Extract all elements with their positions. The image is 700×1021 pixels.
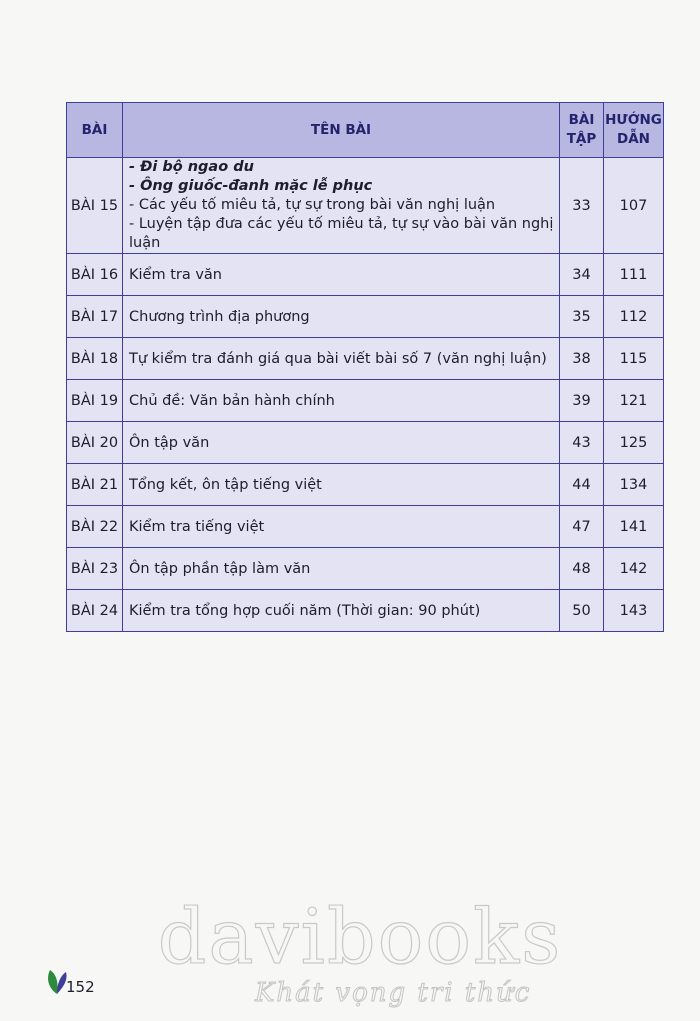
table-header-row	[67, 103, 664, 158]
row-title: Kiểm tra văn	[123, 254, 560, 296]
header-guide-line2: DẪN	[617, 131, 650, 147]
table-row	[67, 254, 664, 296]
row-guide-page: 112	[604, 296, 664, 338]
row-exercise-page: 33	[560, 158, 604, 254]
row-lesson: BÀI 22	[67, 506, 123, 548]
table-row	[67, 338, 664, 380]
row-title: Chương trình địa phương	[123, 296, 560, 338]
row-exercise-page: 39	[560, 380, 604, 422]
table-row	[67, 380, 664, 422]
table-row	[67, 296, 664, 338]
row-lesson: BÀI 21	[67, 464, 123, 506]
table-row	[67, 422, 664, 464]
row-exercise-page: 38	[560, 338, 604, 380]
row-title-line: - Luyện tập đưa các yếu tố miêu tả, tự sự vào bài văn nghị luận	[129, 216, 554, 251]
row-guide-page: 125	[604, 422, 664, 464]
header-exercise	[560, 103, 604, 158]
row-guide-page: 115	[604, 338, 664, 380]
row-title: Tự kiểm tra đánh giá qua bài viết bài số 7 (văn nghị luận)	[123, 338, 560, 380]
row-guide-page: 121	[604, 380, 664, 422]
row-lesson: BÀI 24	[67, 590, 123, 632]
table-row	[67, 506, 664, 548]
row-title	[123, 158, 560, 254]
row-lesson: BÀI 20	[67, 422, 123, 464]
row-lesson: BÀI 19	[67, 380, 123, 422]
table-row	[67, 158, 664, 254]
row-guide-page: 134	[604, 464, 664, 506]
row-guide-page: 143	[604, 590, 664, 632]
row-title: Ôn tập văn	[123, 422, 560, 464]
toc-table	[66, 102, 664, 632]
row-guide-page: 141	[604, 506, 664, 548]
row-title: Ôn tập phần tập làm văn	[123, 548, 560, 590]
table-row	[67, 464, 664, 506]
row-exercise-page: 34	[560, 254, 604, 296]
row-title-line: - Ông giuốc-đanh mặc lễ phục	[129, 178, 373, 194]
row-lesson: BÀI 18	[67, 338, 123, 380]
row-title-line: - Các yếu tố miêu tả, tự sự trong bài văn nghị luận	[129, 197, 496, 213]
row-exercise-page: 50	[560, 590, 604, 632]
row-guide-page: 142	[604, 548, 664, 590]
row-exercise-page: 48	[560, 548, 604, 590]
page-number: 152	[66, 978, 95, 996]
row-title-line: - Đi bộ ngao du	[129, 159, 254, 175]
header-exercise-line1: BÀI	[568, 112, 595, 128]
table-row	[67, 548, 664, 590]
header-lesson: BÀI	[67, 103, 123, 158]
row-lesson: BÀI 23	[67, 548, 123, 590]
header-guide	[604, 103, 664, 158]
row-lesson: BÀI 17	[67, 296, 123, 338]
row-guide-page: 111	[604, 254, 664, 296]
row-title: Kiểm tra tổng hợp cuối năm (Thời gian: 90 phút)	[123, 590, 560, 632]
slogan-watermark: Khát vọng tri thức	[255, 978, 532, 1008]
row-title: Kiểm tra tiếng việt	[123, 506, 560, 548]
row-title: Chủ đề: Văn bản hành chính	[123, 380, 560, 422]
table-row	[67, 590, 664, 632]
row-exercise-page: 35	[560, 296, 604, 338]
header-title: TÊN BÀI	[123, 103, 560, 158]
row-guide-page: 107	[604, 158, 664, 254]
header-exercise-line2: TẬP	[566, 131, 597, 147]
row-title: Tổng kết, ôn tập tiếng việt	[123, 464, 560, 506]
brand-watermark: davibooks	[157, 892, 563, 981]
header-guide-line1: HƯỚNG	[605, 112, 662, 128]
row-exercise-page: 43	[560, 422, 604, 464]
row-lesson: BÀI 16	[67, 254, 123, 296]
row-exercise-page: 44	[560, 464, 604, 506]
row-lesson: BÀI 15	[67, 158, 123, 254]
row-exercise-page: 47	[560, 506, 604, 548]
